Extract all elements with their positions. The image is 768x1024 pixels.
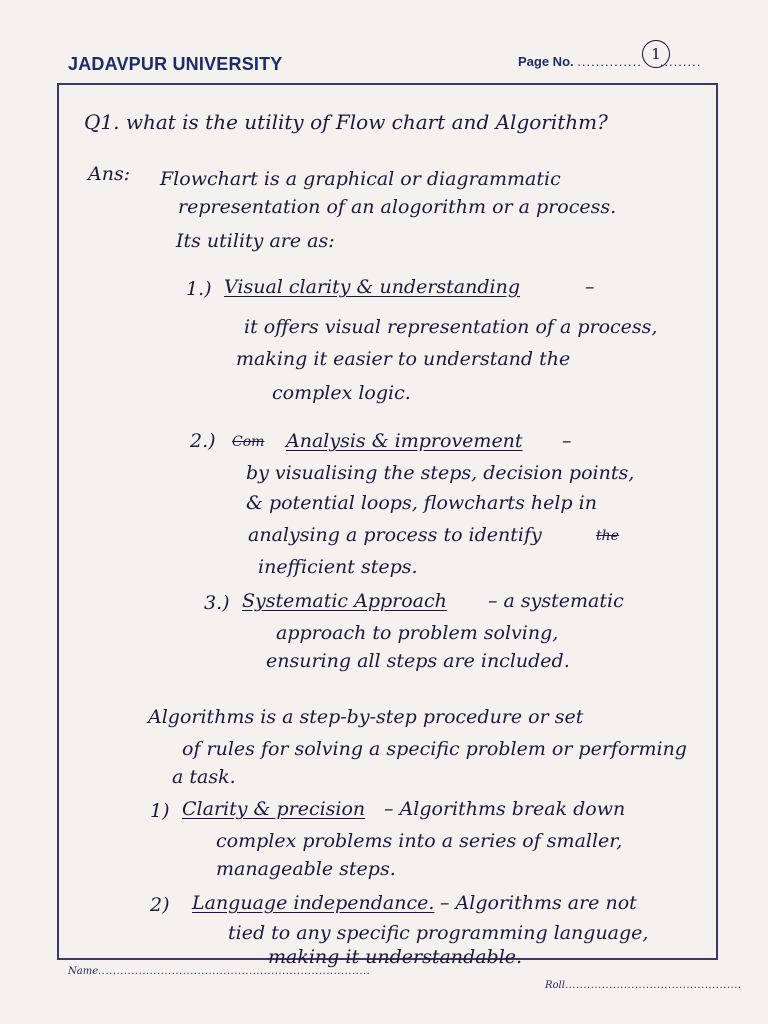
utility-intro: Its utility are as: (176, 230, 335, 252)
algo-point1-number: 1) (150, 800, 170, 822)
algorithm-definition-line3: a task. (172, 766, 236, 788)
point3-title: Systematic Approach (242, 590, 447, 612)
point1-line1: it offers visual representation of a process, (244, 316, 658, 338)
point1-title: Visual clarity & understanding (224, 276, 521, 298)
footer-name-dots: .......................................................................... (98, 966, 371, 977)
page-dots: .............. (577, 54, 642, 69)
algo-point2-number: 2) (150, 894, 170, 916)
answer-label: Ans: (88, 163, 131, 185)
algo-point2-title: Language independance. (192, 892, 435, 914)
university-name: JADAVPUR UNIVERSITY (68, 54, 283, 74)
algo-point1-line2: manageable steps. (216, 858, 396, 880)
point3-number: 3.) (204, 592, 230, 614)
algo-point1-rest: – Algorithms break down (384, 798, 626, 820)
point3-rest: – a systematic (488, 590, 624, 612)
flowchart-definition-line2: representation of an alogorithm or a process. (178, 196, 617, 218)
flowchart-definition-line1: Flowchart is a graphical or diagrammatic (160, 168, 561, 190)
page-number-label (518, 54, 701, 69)
point2-dash: – (562, 430, 572, 452)
algo-point1-title: Clarity & precision (182, 798, 366, 820)
point1-number: 1.) (186, 278, 212, 300)
point2-line2: & potential loops, flowcharts help in (246, 492, 597, 514)
point2-line3-strikethrough: the (596, 528, 619, 544)
footer-roll-label: Roll (545, 980, 565, 991)
point1-line3: complex logic. (272, 382, 411, 404)
point1-dash: – (585, 276, 595, 298)
point2-strikethrough: Com (232, 434, 265, 450)
point2-line3: analysing a process to identify (248, 524, 542, 546)
page-number-circle: 1 (642, 40, 670, 68)
algo-point2-line1: tied to any specific programming language, (228, 922, 649, 944)
footer-name-label: Name (68, 966, 99, 977)
point2-line4: inefficient steps. (258, 556, 418, 578)
point3-line2: ensuring all steps are included. (266, 650, 570, 672)
algorithm-definition-line1: Algorithms is a step-by-step procedure or set (148, 706, 584, 728)
footer-roll-field (545, 980, 742, 991)
point2-number: 2.) (190, 430, 216, 452)
algorithm-definition-line2: of rules for solving a specific problem or performing (182, 738, 687, 760)
algo-point2-rest: – Algorithms are not (440, 892, 637, 914)
page-label: Page No. (518, 54, 574, 69)
point2-title: Analysis & improvement (286, 430, 523, 452)
point3-line1: approach to problem solving, (276, 622, 559, 644)
footer-roll-dots: ................................................ (564, 980, 742, 991)
algo-point1-line1: complex problems into a series of smaller, (216, 830, 623, 852)
question-heading: Q1. what is the utility of Flow chart and Algorithm? (84, 110, 608, 134)
point1-line2: making it easier to understand the (236, 348, 571, 370)
page-dots-after: ......... (659, 54, 702, 69)
algo-point2-line2: making it understandable. (268, 946, 523, 968)
footer-name-field (68, 966, 370, 977)
point2-line1: by visualising the steps, decision points, (246, 462, 635, 484)
